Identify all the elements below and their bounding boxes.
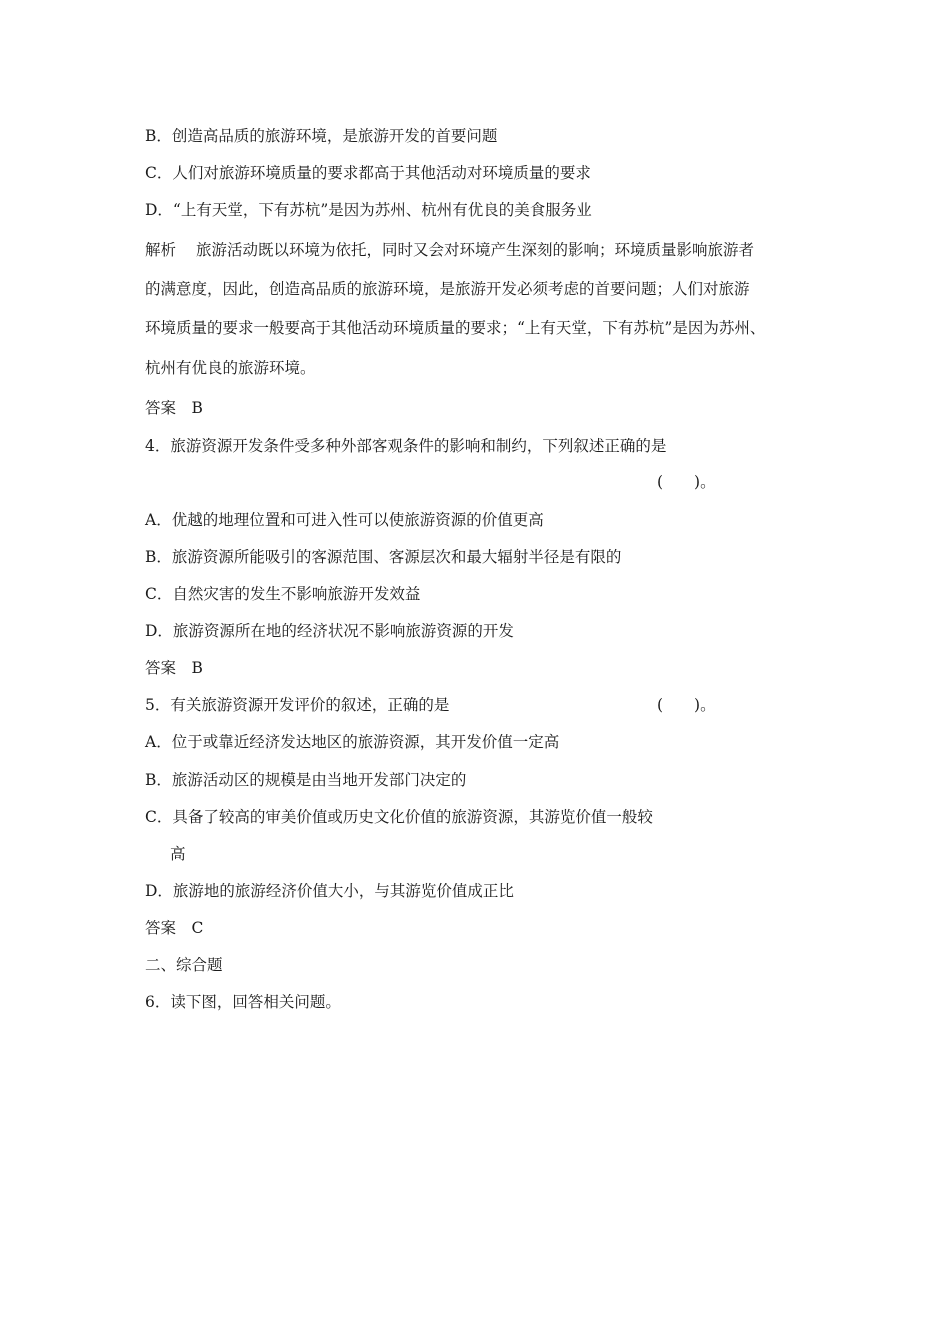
q5-option-d: D．旅游地的旅游经济价值大小，与其游览价值成正比: [145, 882, 514, 900]
q4-option-b: B．旅游资源所能吸引的客源范围、客源层次和最大辐射半径是有限的: [145, 548, 622, 566]
q3-analysis-line-3: 环境质量的要求一般要高于其他活动环境质量的要求；“上有天堂，下有苏杭”是因为苏州、: [145, 319, 766, 337]
q4-option-a: A．优越的地理位置和可进入性可以使旅游资源的价值更高: [145, 511, 544, 529]
q5-option-a: A．位于或靠近经济发达地区的旅游资源，其开发价值一定高: [145, 733, 560, 751]
q5-option-b: B．旅游活动区的规模是由当地开发部门决定的: [145, 771, 467, 789]
section-heading: 二、综合题: [145, 956, 223, 974]
q4-answer: 答案 B: [145, 659, 203, 677]
q4-stem: 4．旅游资源开发条件受多种外部客观条件的影响和制约，下列叙述正确的是: [145, 437, 667, 455]
q5-answer-paren: ( )。: [657, 696, 716, 714]
q5-option-c-line-2: 高: [170, 845, 186, 863]
q4-option-d: D．旅游资源所在地的经济状况不影响旅游资源的开发: [145, 622, 514, 640]
q3-analysis-line-4: 杭州有优良的旅游环境。: [145, 359, 316, 377]
q5-option-c-line-1: C．具备了较高的审美价值或历史文化价值的旅游资源，其游览价值一般较: [145, 808, 653, 826]
analysis-text: 旅游活动既以环境为依托，同时又会对环境产生深刻的影响；环境质量影响旅游者: [196, 241, 755, 259]
q3-option-d: D．“上有天堂，下有苏杭”是因为苏州、杭州有优良的美食服务业: [145, 201, 592, 219]
q3-answer: 答案 B: [145, 399, 203, 417]
q6-stem: 6．读下图，回答相关问题。: [145, 993, 341, 1011]
q3-option-b: B．创造高品质的旅游环境，是旅游开发的首要问题: [145, 127, 498, 145]
q5-stem: 5．有关旅游资源开发评价的叙述，正确的是: [145, 696, 450, 714]
q3-analysis-line-2: 的满意度，因此，创造高品质的旅游环境，是旅游开发必须考虑的首要问题；人们对旅游: [145, 280, 750, 298]
q4-option-c: C．自然灾害的发生不影响旅游开发效益: [145, 585, 421, 603]
analysis-label: 解析: [145, 241, 177, 259]
q3-option-c: C．人们对旅游环境质量的要求都高于其他活动对环境质量的要求: [145, 164, 591, 182]
q4-answer-paren: ( )。: [657, 473, 716, 491]
q3-analysis-line-1: [145, 240, 754, 260]
q5-answer: 答案 C: [145, 919, 204, 937]
